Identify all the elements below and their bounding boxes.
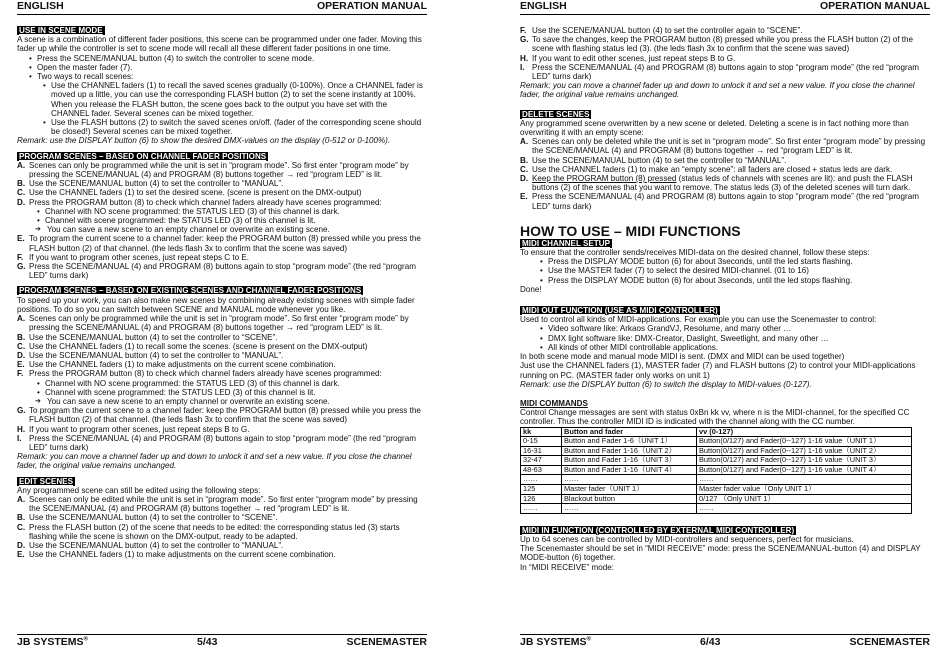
left-page-content bbox=[17, 26, 427, 559]
step-e: E. Press the SCENE/MANUAL (4) and PROGRAM (8) buttons again to stop “program mode” (the red “program LED” turns dark) bbox=[520, 192, 919, 211]
bullet-item: • Press the DISPLAY MODE button (6) for about 3seconds, until the led starts flashing. bbox=[520, 257, 930, 266]
table-cell: Button(0/127) and Fader(0--127) 1-16 value（UNIT 3） bbox=[697, 456, 912, 466]
bullet-item: • Channel with NO scene programmed: the STATUS LED (3) of this channel is dark. bbox=[17, 379, 427, 388]
paragraph: Used to control all kinds of MIDI-applications. For example you can use the Scenemaster to control: bbox=[520, 315, 877, 325]
step-g: G. Press the SCENE/MANUAL (4) and PROGRAM (8) buttons again to stop “program mode” (the red “program LED” turns dark) bbox=[17, 262, 416, 281]
table-cell: Blackout button bbox=[562, 494, 697, 504]
step-c: C. Use the CHANNEL faders (1) to set the desired scene. (scene is present on the DMX-output) bbox=[17, 188, 362, 198]
table-cell: 125 bbox=[521, 485, 562, 495]
paragraph: Up to 64 scenes can be controlled by MIDI-controllers and sequencers, perfect for musicians. bbox=[520, 535, 854, 545]
step-c: C. Use the CHANNEL faders (1) to recall some the scenes. (scene is present on the DMX-output) bbox=[17, 341, 368, 351]
table-cell: Button and Fader 1-6（UNIT 1） bbox=[562, 437, 697, 447]
bullet-item: • Use the MASTER fader (7) to select the desired MIDI-channel. (01 to 16) bbox=[520, 266, 930, 275]
table-cell: 0/127 （Only UNIT 1） bbox=[697, 494, 912, 504]
step-h: H. If you want to program other scenes, just repeat steps B to G. bbox=[17, 424, 250, 434]
table-cell: Button(0/127) and Fader(0--127) 1-16 value（UNIT 2） bbox=[697, 446, 912, 456]
footer-product: SCENEMASTER bbox=[346, 636, 427, 648]
column-header: vv (0-127) bbox=[697, 427, 912, 437]
right-page bbox=[520, 0, 930, 654]
midi-commands-table bbox=[520, 427, 912, 514]
step-i: I. Press the SCENE/MANUAL (4) and PROGRAM (8) buttons again to stop “program mode” (the red “program LED” turns dark) bbox=[17, 433, 416, 452]
column-header: Button and fader bbox=[562, 427, 697, 437]
step-i: I. Press the SCENE/MANUAL (4) and PROGRAM (8) buttons again to stop “program mode” (the red “program LED” turns dark) bbox=[520, 62, 919, 82]
sub-bullet-item: • Use the CHANNEL faders (1) to recall the saved scenes gradually (0-100%). Once a CHANNEL fader is moved up a little, you can use the corresponding FLASH button (2) to set the scene instantly at 100%. When you release the FLASH button, the scene goes back to the output you have set with the CHANNEL fader. Several scenes can be mixed together. bbox=[17, 81, 427, 118]
paragraph: Control Change messages are sent with status 0xBn kk vv, where n is the MIDI-channel, for the specified CC controller. Thus the controller MIDI ID is indicated with the channel along with the CC number. bbox=[520, 408, 910, 427]
step-a: A. Scenes can only be deleted while the unit is set in “program mode”. So first enter “program mode” by pressing the SCENE/MANUAL (4) and PROGRAM (8) buttons together → red “program LED” is lit. bbox=[520, 137, 926, 156]
table-row bbox=[521, 437, 912, 447]
section-title-midi-channel: MIDI CHANNEL SETUP bbox=[522, 238, 610, 248]
table-cell: 0-15 bbox=[521, 437, 562, 447]
section-title-midi-out: MIDI OUT FUNCTION (USE AS MIDI CONTROLLER) bbox=[522, 306, 718, 316]
table-cell: Button(0/127) and Fader(0--127) 1-16 value（UNIT 1） bbox=[697, 437, 912, 447]
header-title: OPERATION MANUAL bbox=[819, 0, 930, 12]
step-h: H. If you want to edit other scenes, just repeat steps B to G. bbox=[520, 53, 736, 63]
step-c: C. Use the CHANNEL faders (1) to make an “empty scene”: all faders are closed + status leds are dark. bbox=[520, 164, 893, 174]
bullet-item: • Channel with NO scene programmed: the STATUS LED (3) of this channel is dark. bbox=[17, 207, 427, 216]
page-footer bbox=[520, 634, 930, 649]
bullet-item: • DMX light software like: DMX-Creator, Daslight, Sweetlight, and many other … bbox=[520, 334, 930, 343]
step-c: C. Press the FLASH button (2) of the scene that needs to be edited: the corresponding status led (3) starts flashing while the scene is shown on the DMX-output, ready to be adapted. bbox=[17, 522, 400, 541]
table-cell: …… bbox=[562, 504, 697, 514]
step-g: G. To save the changes, keep the PROGRAM button (8) pressed while you press the FLASH button (2) of the scene with flashing status led (3). (the leds flash 3x to confirm that the scene was saved) bbox=[520, 35, 914, 54]
right-page-content bbox=[520, 26, 930, 572]
section-title-edit-scenes: EDIT SCENES bbox=[19, 476, 73, 486]
table-cell: …… bbox=[697, 475, 912, 485]
footer-brand: JB SYSTEMS® bbox=[520, 636, 591, 648]
table-cell: Button and Fader 1-16（UNIT 2） bbox=[562, 446, 697, 456]
remark: Remark: you can move a channel fader up and down to unlock it and set a new value. If you close the channel fader, the original value remains unchanged. bbox=[17, 452, 412, 471]
step-f: F. If you want to program other scenes, just repeat steps C to E. bbox=[17, 252, 249, 262]
step-f: F. Press the PROGRAM button (8) to check which channel faders already have scenes programmed: bbox=[17, 369, 382, 379]
bullet-item: • All kinds of other MIDI controllable applications. bbox=[520, 343, 930, 352]
section-title-program-existing: PROGRAM SCENES – BASED ON EXISTING SCENES AND CHANNEL FADER POSITIONS bbox=[19, 286, 362, 296]
paragraph: Any programmed scene overwritten by a new scene or deleted. Deleting a scene is in fact nothing more than overwriting it with an empty scene: bbox=[520, 118, 909, 138]
table-cell: 16-31 bbox=[521, 446, 562, 456]
bullet-item: • Open the master fader (7). bbox=[17, 63, 427, 72]
sub-bullet-item: • Use the FLASH buttons (2) to switch the saved scenes on/off. (fader of the corresponding scene should be closed!) Several scenes can be mixed together. bbox=[17, 118, 427, 136]
table-cell: 32-47 bbox=[521, 456, 562, 466]
step-e: E. Use the CHANNEL faders (1) to make adjustments on the current scene combination. bbox=[17, 360, 336, 370]
step-a: A. Scenes can only be edited while the unit is set in “program mode”. So first enter “program mode” by pressing the SCENE/MANUAL (4) and PROGRAM (8) buttons together → red “program LED” is lit. bbox=[17, 494, 418, 514]
left-page bbox=[17, 0, 427, 654]
remark: Remark: use the DISPLAY button (6) to switch the display to MIDI-values (0-127). bbox=[520, 379, 812, 389]
step-a: A. Scenes can only be programmed while the unit is set in “program mode”. So first enter “program mode” by pressing the SCENE/MANUAL (4) and PROGRAM (8) buttons together → red “program LED” is lit. bbox=[17, 314, 409, 333]
page-header bbox=[520, 0, 930, 15]
paragraph: Any programmed scene can still be edited using the following steps: bbox=[17, 485, 261, 495]
table-row bbox=[521, 485, 912, 495]
table-cell: …… bbox=[697, 504, 912, 514]
table-cell: Master fader value（Only UNIT 1） bbox=[697, 485, 912, 495]
remark: Remark: use the DISPLAY button (6) to show the desired DMX-values on the display (0-512 or 0-100%). bbox=[17, 136, 391, 146]
paragraph: The Scenemaster should be set in “MIDI RECEIVE” mode: press the SCENE/MANUAL-button (4) and DISPLAY MODE-button (6) together. bbox=[520, 544, 921, 563]
step-e: E. To program the current scene to a channel fader: keep the PROGRAM button (8) pressed while you press the FLASH button (2) of that channel. (the leds flash 3x to confirm that the scene was saved) bbox=[17, 234, 421, 253]
paragraph: In both scene mode and manual mode MIDI is sent. (DMX and MIDI can be used together) bbox=[520, 352, 845, 362]
arrow-item: ➔ You can save a new scene to an empty channel or overwrite an existing scene. bbox=[17, 397, 427, 406]
header-language: ENGLISH bbox=[520, 0, 567, 12]
section-title-midi-commands: MIDI COMMANDS bbox=[520, 398, 588, 408]
page-footer bbox=[17, 634, 427, 649]
table-cell: 48-63 bbox=[521, 465, 562, 475]
table-row bbox=[521, 465, 912, 475]
table-cell: Button and Fader 1-16（UNIT 4） bbox=[562, 465, 697, 475]
paragraph: To speed up your work, you can also make new scenes by combining already existing scenes with simple fader positions. To do so you can switch between SCENE and MANUAL mode whenever you like. bbox=[17, 295, 415, 314]
arrow-item: ➔ You can save a new scene to an empty channel or overwrite an existing scene. bbox=[17, 225, 427, 234]
table-row bbox=[521, 494, 912, 504]
table-cell: …… bbox=[562, 475, 697, 485]
bullet-item: • Two ways to recall scenes: bbox=[17, 72, 427, 81]
section-title-use-scene: USE IN SCENE MODE bbox=[19, 26, 103, 35]
table-cell: Master fader（UNIT 1） bbox=[562, 485, 697, 495]
header-title: OPERATION MANUAL bbox=[316, 0, 427, 12]
paragraph: To ensure that the controller sends/receives MIDI-data on the desired channel, follow these steps: bbox=[520, 248, 870, 258]
page-header bbox=[17, 0, 427, 15]
step-d: D. Use the SCENE/MANUAL button (4) to set the controller to “MANUAL”. bbox=[17, 350, 284, 360]
footer-brand: JB SYSTEMS® bbox=[17, 636, 88, 648]
section-title-delete-scenes: DELETE SCENES bbox=[522, 109, 590, 119]
step-d: D. Keep the PROGRAM button (8) pressed (status leds of channels with scenes are lit): and push the FLASH buttons (2) of the scenes that you want to remove. The status leds (3) of the deleted scenes will turn dark. bbox=[520, 174, 913, 193]
paragraph: Just use the CHANNEL faders (1), MASTER fader (7) and FLASH buttons (2) to control your MIDI-applications running on PC. (MASTER fader only works on unit 1) bbox=[520, 361, 916, 380]
table-cell: …… bbox=[521, 504, 562, 514]
step-b: B. Use the SCENE/MANUAL button (4) to set the controller to “MANUAL”. bbox=[520, 155, 787, 165]
step-d: D. Use the SCENE/MANUAL button (4) to set the controller to “MANUAL”. bbox=[17, 540, 284, 550]
section-title-midi-in: MIDI IN FUNCTION (CONTROLLED BY EXTERNAL MIDI CONTROLLER) bbox=[522, 525, 795, 535]
chapter-title-midi: HOW TO USE – MIDI FUNCTIONS bbox=[520, 222, 741, 239]
paragraph: Done! bbox=[520, 284, 542, 294]
bullet-item: • Channel with scene programmed: the STATUS LED (3) of this channel is lit. bbox=[17, 216, 427, 225]
page-number: 6/43 bbox=[700, 636, 721, 648]
bullet-item: • Channel with scene programmed: the STATUS LED (3) of this channel is lit. bbox=[17, 388, 427, 397]
step-b: B. Use the SCENE/MANUAL button (4) to set the controller to “SCENE”. bbox=[17, 513, 278, 523]
step-b: B. Use the SCENE/MANUAL button (4) to set the controller to “MANUAL”. bbox=[17, 179, 284, 189]
step-d: D. Press the PROGRAM button (8) to check which channel faders already have scenes programmed: bbox=[17, 197, 382, 207]
step-f: F. Use the SCENE/MANUAL button (4) to set the controller again to “SCENE”. bbox=[520, 26, 803, 35]
step-e: E. Use the CHANNEL faders (1) to make adjustments on the current scene combination. bbox=[17, 550, 336, 560]
table-cell: 126 bbox=[521, 494, 562, 504]
paragraph: A scene is a combination of different fader positions, this scene can be programmed under one fader. Moving this fader up while the controller is set to scene mode will recall all these different fader positions in one time. bbox=[17, 35, 422, 54]
paragraph: In “MIDI RECEIVE” mode: bbox=[520, 562, 614, 572]
step-g: G. To program the current scene to a channel fader: keep the PROGRAM button (8) pressed while you press the FLASH button (2) of that channel. (the leds flash 3x to confirm that the scene was saved) bbox=[17, 406, 421, 425]
column-header: kk bbox=[521, 427, 562, 437]
table-row bbox=[521, 504, 912, 514]
footer-product: SCENEMASTER bbox=[849, 636, 930, 648]
table-cell: Button(0/127) and Fader(0--127) 1-16 value（UNIT 4） bbox=[697, 465, 912, 475]
page-number: 5/43 bbox=[197, 636, 218, 648]
table-cell: …… bbox=[521, 475, 562, 485]
table-row bbox=[521, 456, 912, 466]
step-a: A. Scenes can only be programmed while the unit is set in “program mode”. So first enter “program mode” by pressing the SCENE/MANUAL (4) and PROGRAM (8) buttons together → red “program LED” is lit. bbox=[17, 160, 409, 180]
section-title-program-fader: PROGRAM SCENES – BASED ON CHANNEL FADER POSITIONS bbox=[19, 151, 267, 161]
table-cell: Button and Fader 1-16（UNIT 3） bbox=[562, 456, 697, 466]
header-language: ENGLISH bbox=[17, 0, 64, 12]
step-b: B. Use the SCENE/MANUAL button (4) to set the controller to “SCENE”. bbox=[17, 332, 278, 342]
bullet-item: • Video software like: Arkaos GrandVJ, Resolume, and many other … bbox=[520, 324, 930, 333]
remark: Remark: you can move a channel fader up and down to unlock it and set a new value. If you close the channel fader, the original value remains unchanged. bbox=[520, 81, 915, 100]
bullet-item: • Press the SCENE/MANUAL button (4) to switch the controller to scene mode. bbox=[17, 54, 427, 63]
bullet-item: • Press the DISPLAY MODE button (6) for about 3seconds, until the led stops flashing. bbox=[520, 276, 930, 285]
